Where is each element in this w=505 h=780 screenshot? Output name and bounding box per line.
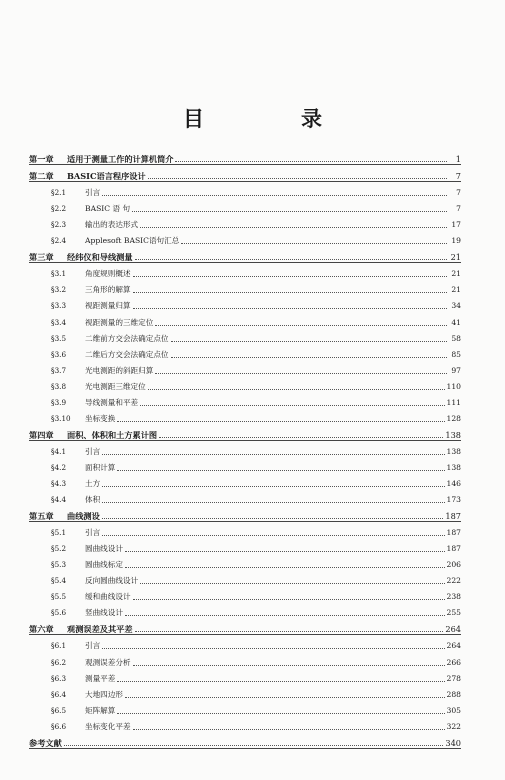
toc-entry-number: §5.5 <box>51 592 67 602</box>
toc-entry-title: 反向圆曲线设计 <box>85 576 139 586</box>
toc-entry-number: §5.1 <box>51 528 67 538</box>
toc-chapter-row <box>29 165 461 182</box>
toc-entry-number: 第四章 <box>29 429 54 440</box>
toc-entry-title: 经纬仪和导线测量 <box>67 252 133 263</box>
dot-leader <box>135 259 447 260</box>
toc-page-number: 85 <box>451 349 461 359</box>
toc-entry-title: 竖曲线设计 <box>85 608 123 618</box>
toc-entry-number: §6.3 <box>51 673 67 683</box>
toc-entry-title: BASIC语言程序设计 <box>67 171 146 182</box>
toc-entry-title: 引言 <box>85 528 101 538</box>
toc-page-number: 146 <box>446 478 461 488</box>
toc-entry-title: 观测误差及其平差 <box>67 624 133 635</box>
toc-page-number: 173 <box>446 495 461 505</box>
toc-entry-title: 面积、体积和土方累计图 <box>67 429 158 440</box>
toc-page-number: 322 <box>446 721 461 731</box>
dot-leader <box>132 211 447 212</box>
dot-leader <box>155 373 447 374</box>
dot-leader <box>102 648 444 649</box>
toc-entry-number: §3.6 <box>51 349 67 359</box>
dot-leader <box>117 470 444 471</box>
dot-leader <box>133 599 445 600</box>
toc-section-row <box>29 489 461 505</box>
toc-entry-number: §4.4 <box>51 495 67 505</box>
toc-entry-number: §5.3 <box>51 560 67 570</box>
toc-section-row <box>29 392 461 408</box>
toc-section-row <box>29 360 461 376</box>
toc-page-number: 111 <box>446 397 461 407</box>
toc-chapter-row <box>29 148 461 165</box>
toc-entry-number: §3.5 <box>51 333 67 343</box>
toc-page-number: 187 <box>446 544 461 554</box>
dot-leader <box>102 454 444 455</box>
toc-entry-title: 导线测量和平差 <box>85 397 139 407</box>
dot-leader <box>102 518 444 519</box>
toc-entry-title: 适用于测量工作的计算机简介 <box>67 154 174 165</box>
toc-entry-title: 土方 <box>85 478 101 488</box>
toc-page-number: 138 <box>446 446 461 456</box>
toc-section-row <box>29 311 461 327</box>
toc-entry-number: §4.1 <box>51 446 67 456</box>
toc-chapter-row <box>29 618 461 635</box>
toc-entry-number: 第三章 <box>29 252 54 263</box>
toc-chapter-row <box>29 246 461 263</box>
toc-section-row <box>29 635 461 651</box>
toc-entry-title: 三角形的解算 <box>85 285 131 295</box>
toc-entry-title: 圆曲线设计 <box>85 544 123 554</box>
dot-leader <box>102 502 444 503</box>
table-of-contents <box>29 148 461 749</box>
toc-entry-title: 视距测量归算 <box>85 301 131 311</box>
toc-section-row <box>29 279 461 295</box>
toc-page-number: 7 <box>456 204 461 214</box>
toc-entry-number: §5.2 <box>51 544 67 554</box>
toc-section-row <box>29 668 461 684</box>
toc-section-row <box>29 263 461 279</box>
toc-entry-number: §2.4 <box>51 236 67 246</box>
toc-page-number: 238 <box>446 592 461 602</box>
toc-entry-title: 体积 <box>85 495 101 505</box>
toc-section-row <box>29 198 461 214</box>
toc-entry-title: 缓和曲线设计 <box>85 592 131 602</box>
toc-page-number: 206 <box>446 560 461 570</box>
dot-leader <box>171 357 447 358</box>
toc-chapter-row <box>29 505 461 522</box>
toc-entry-number: §5.6 <box>51 608 67 618</box>
dot-leader <box>135 631 444 632</box>
toc-section-row <box>29 408 461 424</box>
toc-entry-number: §6.6 <box>51 721 67 731</box>
toc-entry-number: §3.2 <box>51 285 67 295</box>
toc-section-row <box>29 602 461 618</box>
dot-leader <box>181 243 447 244</box>
toc-page-number: 187 <box>446 528 461 538</box>
toc-page-number: 255 <box>446 608 461 618</box>
toc-entry-number: §2.1 <box>51 188 67 198</box>
dot-leader <box>148 178 447 179</box>
toc-entry-number: §3.7 <box>51 365 67 375</box>
toc-entry-title: 输出的表达形式 <box>85 220 139 230</box>
toc-entry-title: 二维后方交会法确定点位 <box>85 349 169 359</box>
dot-leader <box>125 551 445 552</box>
toc-entry-number: §6.2 <box>51 657 67 667</box>
toc-entry-title: 测量平差 <box>85 673 116 683</box>
toc-entry-number: §3.4 <box>51 317 67 327</box>
dot-leader <box>102 535 444 536</box>
toc-page-number: 19 <box>451 236 461 246</box>
toc-section-row <box>29 230 461 246</box>
toc-section-row <box>29 554 461 570</box>
dot-leader <box>133 292 447 293</box>
toc-page-number: 21 <box>450 252 461 263</box>
dot-leader <box>133 308 447 309</box>
toc-chapter-row <box>29 424 461 441</box>
dot-leader <box>140 405 444 406</box>
toc-page-number: 138 <box>445 429 461 440</box>
toc-entry-title: 面积计算 <box>85 462 116 472</box>
toc-page-number: 138 <box>446 462 461 472</box>
toc-entry-title: 曲线测设 <box>67 511 100 522</box>
dot-leader <box>117 681 444 682</box>
toc-page-number: 110 <box>446 381 461 391</box>
toc-references-row <box>29 732 461 749</box>
toc-section-row <box>29 376 461 392</box>
toc-section-row <box>29 295 461 311</box>
dot-leader <box>155 325 447 326</box>
toc-page-number: 41 <box>451 317 461 327</box>
toc-section-row <box>29 716 461 732</box>
toc-section-row <box>29 182 461 198</box>
toc-section-row <box>29 344 461 360</box>
toc-entry-number: §6.4 <box>51 689 67 699</box>
toc-entry-title: 二维前方交会法确定点位 <box>85 333 169 343</box>
toc-section-row <box>29 684 461 700</box>
toc-entry-number: §3.9 <box>51 397 67 407</box>
toc-entry-number: 第六章 <box>29 624 54 635</box>
toc-page-number: 264 <box>446 641 461 651</box>
toc-section-row <box>29 522 461 538</box>
toc-entry-title: 引言 <box>85 446 101 456</box>
toc-entry-title: 视距测量的三维定位 <box>85 317 154 327</box>
toc-page-number: 7 <box>456 188 461 198</box>
toc-entry-title: 大地四边形 <box>85 689 123 699</box>
toc-entry-number: §6.1 <box>51 641 67 651</box>
dot-leader <box>148 389 445 390</box>
toc-entry-title: 观测误差分析 <box>85 657 131 667</box>
toc-entry-title: 圆曲线标定 <box>85 560 123 570</box>
toc-entry-number: §2.3 <box>51 220 67 230</box>
toc-entry-title: BASIC 语 句 <box>85 204 131 214</box>
dot-leader <box>117 421 444 422</box>
dot-leader <box>133 665 445 666</box>
toc-page-number: 21 <box>451 285 461 295</box>
toc-page-number: 266 <box>446 657 461 667</box>
toc-page-number: 187 <box>445 511 461 522</box>
dot-leader <box>133 276 447 277</box>
toc-section-row <box>29 328 461 344</box>
page-title: 目 录 <box>183 106 360 131</box>
toc-entry-title: 光电测距的斜距归算 <box>85 365 154 375</box>
toc-entry-title: 矩阵解算 <box>85 705 116 715</box>
dot-leader <box>64 745 444 746</box>
dot-leader <box>117 713 444 714</box>
toc-entry-title: 光电测距三维定位 <box>85 381 146 391</box>
toc-page-number: 17 <box>451 220 461 230</box>
toc-entry-title: 引言 <box>85 188 101 198</box>
dot-leader <box>102 195 447 196</box>
dot-leader <box>125 567 445 568</box>
dot-leader <box>102 486 444 487</box>
toc-section-row <box>29 457 461 473</box>
toc-page-number: 128 <box>446 413 461 423</box>
dot-leader <box>125 615 445 616</box>
toc-section-row <box>29 538 461 554</box>
toc-entry-number: 第一章 <box>29 154 54 165</box>
toc-page-number: 222 <box>446 576 461 586</box>
toc-page-number: 1 <box>455 154 461 165</box>
toc-page-number: 21 <box>451 269 461 279</box>
toc-entry-title: 坐标变换 <box>85 413 116 423</box>
toc-page-number: 97 <box>451 365 461 375</box>
dot-leader <box>140 227 447 228</box>
toc-entry-number: §3.1 <box>51 269 67 279</box>
toc-entry-number: 第二章 <box>29 171 54 182</box>
dot-leader <box>140 583 444 584</box>
toc-section-row <box>29 441 461 457</box>
toc-page-number: 278 <box>446 673 461 683</box>
dot-leader <box>125 697 445 698</box>
toc-entry-number: §3.10 <box>51 413 71 423</box>
toc-entry-number: §5.4 <box>51 576 67 586</box>
toc-entry-title: 角度规则概述 <box>85 269 131 279</box>
toc-page-number: 305 <box>446 705 461 715</box>
toc-page-number: 340 <box>445 737 461 748</box>
toc-section-row <box>29 473 461 489</box>
toc-entry-title: 坐标变化平差 <box>85 721 131 731</box>
toc-entry-title: 引言 <box>85 641 101 651</box>
toc-page-number: 264 <box>445 624 461 635</box>
toc-page-number: 34 <box>451 301 461 311</box>
toc-entry-number: §3.3 <box>51 301 67 311</box>
toc-entry-number: §4.3 <box>51 478 67 488</box>
dot-leader <box>133 729 445 730</box>
toc-entry-title: 参考文献 <box>29 737 62 748</box>
toc-entry-number: 第五章 <box>29 511 54 522</box>
toc-entry-number: §6.5 <box>51 705 67 715</box>
toc-entry-number: §3.8 <box>51 381 67 391</box>
dot-leader <box>159 437 443 438</box>
toc-section-row <box>29 586 461 602</box>
toc-entry-title: Applesoft BASIC语句汇总 <box>85 236 180 246</box>
toc-section-row <box>29 700 461 716</box>
toc-section-row <box>29 214 461 230</box>
toc-section-row <box>29 570 461 586</box>
toc-page-number: 288 <box>446 689 461 699</box>
toc-entry-number: §2.2 <box>51 204 67 214</box>
toc-section-row <box>29 651 461 667</box>
dot-leader <box>175 161 447 162</box>
toc-page-number: 58 <box>451 333 461 343</box>
dot-leader <box>171 341 447 342</box>
toc-entry-number: §4.2 <box>51 462 67 472</box>
toc-page-number: 7 <box>455 171 461 182</box>
